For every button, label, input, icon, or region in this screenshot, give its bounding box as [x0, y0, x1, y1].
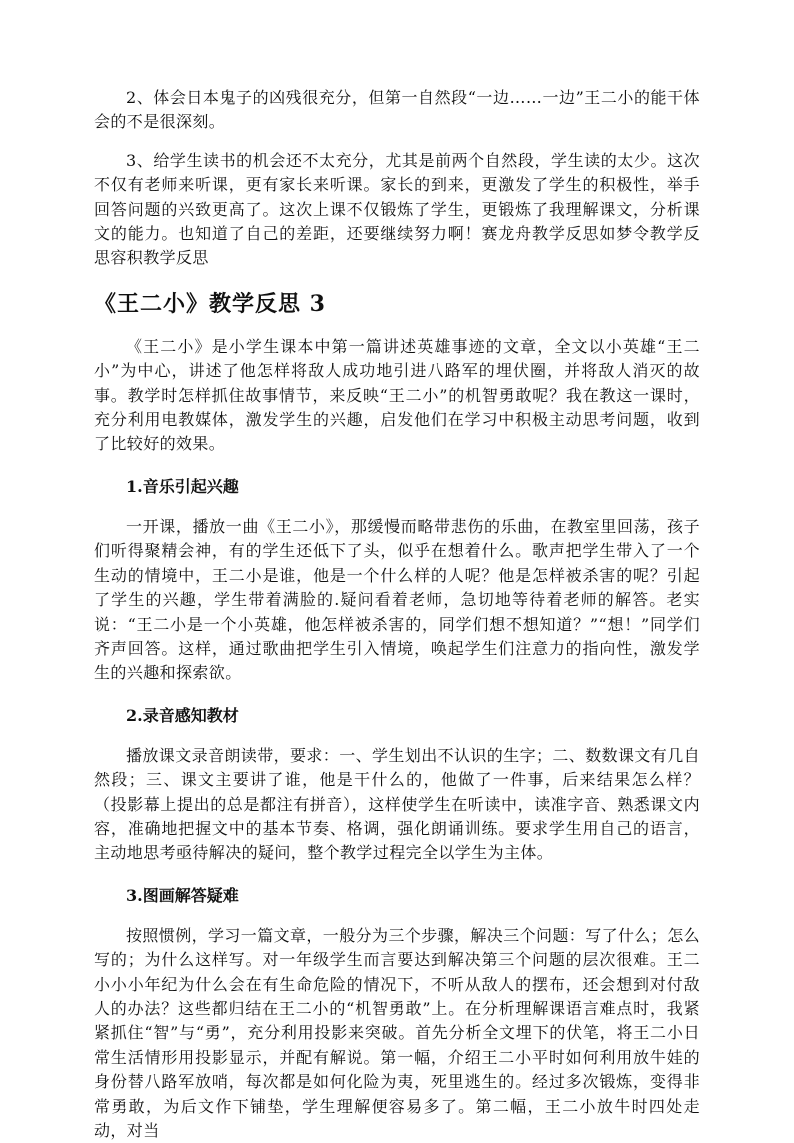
body-paragraph-music: 一开课，播放一曲《王二小》，那缓慢而略带悲伤的乐曲，在教室里回荡，孩子们听得聚精会神，有的学生还低下了头，似乎在想着什么。歌声把学生带入了一个生动的情境中，王二小是谁，他是一个什么样的人呢？他是怎样被杀害的呢？引起了学生的兴趣，学生带着满脸的.疑问看着老师，急切地等待着老师的解答。老实说：“王二小是一个小英雄，他怎样被杀害的，同学们想不想知道？”“想！”同学们齐声回答。这样，通过歌曲把学生引入情境，唤起学生们注意力的指向性，激发学生的兴趣和探索欲。: [94, 516, 700, 683]
body-paragraph-pictures: 按照惯例，学习一篇文章，一般分为三个步骤，解决三个问题：写了什么；怎么写的；为什么这样写。对一年级学生而言要达到解决第三个问题的层次很难。王二小小小年纪为什么会在有生命危险的情况下，不听从敌人的摆布，还会想到对付敌人的办法？这些都归结在王二小的“机智勇敢”上。在分析理解课语言难点时，我紧紧抓住“智”与“勇”，充分利用投影来突破。首先分析全文埋下的伏笔，将王二小日常生活情形用投影显示，并配有解说。第一幅，介绍王二小平时如何利用放牛娃的身份替八路军放哨，每次都是如何化险为夷，死里逃生的。经过多次锻炼，变得非常勇敢，为后文作下铺垫，学生理解便容易多了。第二幅，王二小放牛时四处走动，对当: [94, 925, 701, 1140]
paragraph-point-2: 2、体会日本鬼子的凶残很充分，但第一自然段“一边……一边”王二小的能干体会的不是很深刻。: [94, 88, 700, 132]
paragraph-point-3: 3、给学生读书的机会还不太充分，尤其是前两个自然段，学生读的太少。这次不仅有老师来听课，更有家长来听课。家长的到来，更激发了学生的积极性，举手回答问题的兴致更高了。这次上课不仅锻炼了学生，更锻炼了我理解课文，分析课文的能力。也知道了自己的差距，还要继续努力啊！赛龙舟教学反思如梦令教学反思容积教学反思: [94, 150, 700, 268]
subheading-music: 1.音乐引起兴趣: [126, 476, 239, 496]
subheading-recording: 2.录音感知教材: [126, 705, 239, 725]
intro-paragraph: 《王二小》是小学生课本中第一篇讲述英雄事迹的文章，全文以小英雄“王二小”为中心，讲述了他怎样将敌人成功地引进八路军的埋伏圈，并将敌人消灭的故事。教学时怎样抓住故事情节，来反映“王二小”的机智勇敢呢？我在教这一课时，充分利用电教媒体，激发学生的兴趣，启发他们在学习中积极主动思考问题，收到了比较好的效果。: [94, 336, 700, 454]
section-heading: 《王二小》教学反思 3: [94, 290, 326, 317]
body-paragraph-recording: 播放课文录音朗读带，要求：一、学生划出不认识的生字；二、数数课文有几自然段；三、课文主要讲了谁，他是干什么的，他做了一件事，后来结果怎么样？（投影幕上提出的总是都注有拼音），这样使学生在听读中，读准字音、熟悉课文内容，准确地把握文中的基本节奏、格调，强化朗诵训练。要求学生用自己的语言，主动地思考亟待解决的疑问，整个教学过程完全以学生为主体。: [94, 745, 701, 863]
subheading-pictures: 3.图画解答疑难: [126, 885, 239, 905]
document-page: [94, 86, 700, 1143]
